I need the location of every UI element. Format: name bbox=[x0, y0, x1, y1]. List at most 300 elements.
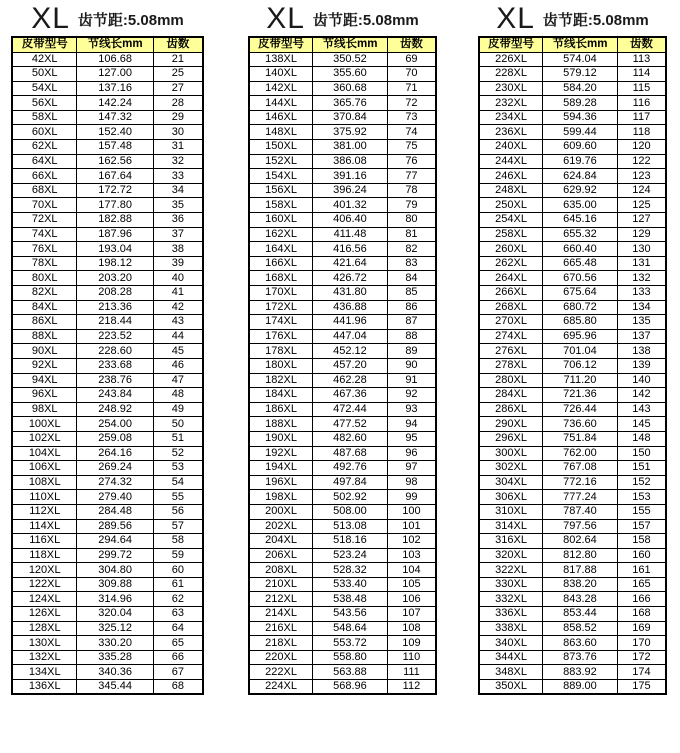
model-cell: 106XL bbox=[12, 461, 77, 476]
model-cell: 158XL bbox=[249, 198, 313, 213]
length-cell: 624.84 bbox=[543, 169, 618, 184]
model-cell: 250XL bbox=[479, 198, 543, 213]
teeth-cell: 169 bbox=[617, 621, 666, 636]
belt-table-block-2 bbox=[248, 2, 437, 695]
length-cell: 157.48 bbox=[77, 140, 153, 155]
pitch-label: 齿节距:5.08mm bbox=[542, 11, 649, 29]
model-cell: 208XL bbox=[249, 563, 313, 578]
teeth-cell: 133 bbox=[617, 286, 666, 301]
teeth-cell: 97 bbox=[387, 461, 436, 476]
length-cell: 538.48 bbox=[313, 592, 388, 607]
length-cell: 355.60 bbox=[313, 67, 388, 82]
teeth-cell: 85 bbox=[387, 286, 436, 301]
table-row bbox=[249, 300, 436, 315]
length-cell: 670.56 bbox=[543, 271, 618, 286]
length-cell: 335.28 bbox=[77, 650, 153, 665]
model-cell: 120XL bbox=[12, 563, 77, 578]
length-cell: 472.44 bbox=[313, 402, 388, 417]
model-cell: 112XL bbox=[12, 504, 77, 519]
table-row bbox=[479, 315, 666, 330]
teeth-cell: 49 bbox=[153, 402, 203, 417]
table-row bbox=[12, 446, 203, 461]
table-row bbox=[249, 154, 436, 169]
teeth-cell: 63 bbox=[153, 607, 203, 622]
model-cell: 232XL bbox=[479, 96, 543, 111]
table-row bbox=[12, 140, 203, 155]
table-row bbox=[479, 373, 666, 388]
table-row bbox=[249, 607, 436, 622]
length-cell: 172.72 bbox=[77, 183, 153, 198]
length-cell: 751.84 bbox=[543, 431, 618, 446]
length-cell: 243.84 bbox=[77, 388, 153, 403]
length-cell: 492.76 bbox=[313, 461, 388, 476]
teeth-cell: 139 bbox=[617, 358, 666, 373]
length-cell: 797.56 bbox=[543, 519, 618, 534]
table-body bbox=[249, 52, 436, 694]
length-cell: 142.24 bbox=[77, 96, 153, 111]
table-row bbox=[249, 315, 436, 330]
table-row bbox=[12, 534, 203, 549]
table-row bbox=[249, 388, 436, 403]
model-cell: 166XL bbox=[249, 256, 313, 271]
length-cell: 213.36 bbox=[77, 300, 153, 315]
model-cell: 332XL bbox=[479, 592, 543, 607]
header-cell-teeth: 齿数 bbox=[153, 37, 203, 52]
table-row bbox=[12, 271, 203, 286]
table-row bbox=[12, 563, 203, 578]
length-cell: 518.16 bbox=[313, 534, 388, 549]
teeth-cell: 31 bbox=[153, 140, 203, 155]
teeth-cell: 103 bbox=[387, 548, 436, 563]
model-cell: 286XL bbox=[479, 402, 543, 417]
teeth-cell: 120 bbox=[617, 140, 666, 155]
table-row bbox=[249, 81, 436, 96]
length-cell: 619.76 bbox=[543, 154, 618, 169]
length-cell: 147.32 bbox=[77, 110, 153, 125]
model-cell: 92XL bbox=[12, 358, 77, 373]
length-cell: 386.08 bbox=[313, 154, 388, 169]
length-cell: 360.68 bbox=[313, 81, 388, 96]
teeth-cell: 70 bbox=[387, 67, 436, 82]
model-cell: 340XL bbox=[479, 636, 543, 651]
table-row bbox=[249, 534, 436, 549]
teeth-cell: 134 bbox=[617, 300, 666, 315]
length-cell: 223.52 bbox=[77, 329, 153, 344]
table-row bbox=[479, 607, 666, 622]
length-cell: 609.60 bbox=[543, 140, 618, 155]
teeth-cell: 165 bbox=[617, 577, 666, 592]
table-row bbox=[479, 636, 666, 651]
teeth-cell: 59 bbox=[153, 548, 203, 563]
table-row bbox=[12, 67, 203, 82]
length-cell: 182.88 bbox=[77, 213, 153, 228]
teeth-cell: 87 bbox=[387, 315, 436, 330]
model-cell: 104XL bbox=[12, 446, 77, 461]
table-row bbox=[12, 213, 203, 228]
table-row bbox=[249, 563, 436, 578]
length-cell: 462.28 bbox=[313, 373, 388, 388]
model-cell: 122XL bbox=[12, 577, 77, 592]
model-cell: 228XL bbox=[479, 67, 543, 82]
teeth-cell: 64 bbox=[153, 621, 203, 636]
model-cell: 246XL bbox=[479, 169, 543, 184]
teeth-cell: 135 bbox=[617, 315, 666, 330]
teeth-cell: 110 bbox=[387, 650, 436, 665]
table-row bbox=[479, 650, 666, 665]
table-row bbox=[12, 358, 203, 373]
table-row bbox=[249, 592, 436, 607]
length-cell: 269.24 bbox=[77, 461, 153, 476]
table-row bbox=[479, 169, 666, 184]
header-cell-model: 皮带型号 bbox=[479, 37, 543, 52]
length-cell: 106.68 bbox=[77, 52, 153, 67]
length-cell: 330.20 bbox=[77, 636, 153, 651]
teeth-cell: 41 bbox=[153, 286, 203, 301]
block-title bbox=[478, 2, 667, 36]
model-cell: 78XL bbox=[12, 256, 77, 271]
table-row bbox=[12, 52, 203, 67]
table-row bbox=[12, 81, 203, 96]
model-cell: 300XL bbox=[479, 446, 543, 461]
table-row bbox=[12, 154, 203, 169]
model-cell: 50XL bbox=[12, 67, 77, 82]
teeth-cell: 142 bbox=[617, 388, 666, 403]
teeth-cell: 100 bbox=[387, 504, 436, 519]
model-cell: 248XL bbox=[479, 183, 543, 198]
table-row bbox=[479, 358, 666, 373]
teeth-cell: 79 bbox=[387, 198, 436, 213]
length-cell: 152.40 bbox=[77, 125, 153, 140]
length-cell: 325.12 bbox=[77, 621, 153, 636]
teeth-cell: 124 bbox=[617, 183, 666, 198]
length-cell: 680.72 bbox=[543, 300, 618, 315]
table-row bbox=[479, 286, 666, 301]
table-row bbox=[479, 563, 666, 578]
model-cell: 268XL bbox=[479, 300, 543, 315]
model-cell: 336XL bbox=[479, 607, 543, 622]
table-row bbox=[12, 621, 203, 636]
model-cell: 150XL bbox=[249, 140, 313, 155]
teeth-cell: 29 bbox=[153, 110, 203, 125]
table-row bbox=[12, 344, 203, 359]
model-cell: 90XL bbox=[12, 344, 77, 359]
length-cell: 187.96 bbox=[77, 227, 153, 242]
model-cell: 186XL bbox=[249, 402, 313, 417]
teeth-cell: 56 bbox=[153, 504, 203, 519]
teeth-cell: 65 bbox=[153, 636, 203, 651]
table-row bbox=[12, 680, 203, 695]
header-row bbox=[12, 37, 203, 52]
table-row bbox=[249, 475, 436, 490]
length-cell: 711.20 bbox=[543, 373, 618, 388]
table-row bbox=[249, 286, 436, 301]
length-cell: 238.76 bbox=[77, 373, 153, 388]
model-cell: 82XL bbox=[12, 286, 77, 301]
length-cell: 863.60 bbox=[543, 636, 618, 651]
teeth-cell: 27 bbox=[153, 81, 203, 96]
length-cell: 635.00 bbox=[543, 198, 618, 213]
table-row bbox=[479, 198, 666, 213]
model-cell: 212XL bbox=[249, 592, 313, 607]
length-cell: 208.28 bbox=[77, 286, 153, 301]
table-row bbox=[249, 125, 436, 140]
teeth-cell: 130 bbox=[617, 242, 666, 257]
table-row bbox=[12, 650, 203, 665]
teeth-cell: 150 bbox=[617, 446, 666, 461]
belt-spec-table bbox=[248, 36, 437, 695]
table-row bbox=[479, 96, 666, 111]
teeth-cell: 104 bbox=[387, 563, 436, 578]
table-row bbox=[249, 271, 436, 286]
table-row bbox=[479, 213, 666, 228]
length-cell: 736.60 bbox=[543, 417, 618, 432]
teeth-cell: 83 bbox=[387, 256, 436, 271]
length-cell: 579.12 bbox=[543, 67, 618, 82]
model-cell: 130XL bbox=[12, 636, 77, 651]
length-cell: 548.64 bbox=[313, 621, 388, 636]
teeth-cell: 155 bbox=[617, 504, 666, 519]
table-row bbox=[12, 169, 203, 184]
teeth-cell: 67 bbox=[153, 665, 203, 680]
model-cell: 220XL bbox=[249, 650, 313, 665]
teeth-cell: 90 bbox=[387, 358, 436, 373]
teeth-cell: 131 bbox=[617, 256, 666, 271]
model-cell: 296XL bbox=[479, 431, 543, 446]
teeth-cell: 172 bbox=[617, 650, 666, 665]
model-cell: 62XL bbox=[12, 140, 77, 155]
model-cell: 146XL bbox=[249, 110, 313, 125]
teeth-cell: 37 bbox=[153, 227, 203, 242]
table-row bbox=[12, 256, 203, 271]
table-row bbox=[12, 402, 203, 417]
length-cell: 309.88 bbox=[77, 577, 153, 592]
table-row bbox=[249, 169, 436, 184]
model-cell: 124XL bbox=[12, 592, 77, 607]
table-row bbox=[249, 490, 436, 505]
model-cell: 42XL bbox=[12, 52, 77, 67]
teeth-cell: 145 bbox=[617, 417, 666, 432]
teeth-cell: 95 bbox=[387, 431, 436, 446]
length-cell: 345.44 bbox=[77, 680, 153, 695]
length-cell: 599.44 bbox=[543, 125, 618, 140]
length-cell: 299.72 bbox=[77, 548, 153, 563]
model-cell: 236XL bbox=[479, 125, 543, 140]
teeth-cell: 117 bbox=[617, 110, 666, 125]
length-cell: 502.92 bbox=[313, 490, 388, 505]
teeth-cell: 78 bbox=[387, 183, 436, 198]
length-cell: 568.96 bbox=[313, 680, 388, 695]
table-row bbox=[12, 519, 203, 534]
table-row bbox=[249, 680, 436, 695]
table-row bbox=[479, 490, 666, 505]
table-row bbox=[479, 344, 666, 359]
series-name-label: XL bbox=[496, 2, 535, 35]
length-cell: 203.20 bbox=[77, 271, 153, 286]
model-cell: 314XL bbox=[479, 519, 543, 534]
length-cell: 426.72 bbox=[313, 271, 388, 286]
block-title bbox=[248, 2, 437, 36]
length-cell: 431.80 bbox=[313, 286, 388, 301]
table-row bbox=[479, 300, 666, 315]
length-cell: 873.76 bbox=[543, 650, 618, 665]
model-cell: 152XL bbox=[249, 154, 313, 169]
teeth-cell: 106 bbox=[387, 592, 436, 607]
teeth-cell: 30 bbox=[153, 125, 203, 140]
model-cell: 216XL bbox=[249, 621, 313, 636]
teeth-cell: 157 bbox=[617, 519, 666, 534]
teeth-cell: 88 bbox=[387, 329, 436, 344]
model-cell: 132XL bbox=[12, 650, 77, 665]
table-row bbox=[479, 271, 666, 286]
length-cell: 695.96 bbox=[543, 329, 618, 344]
teeth-cell: 170 bbox=[617, 636, 666, 651]
table-row bbox=[249, 461, 436, 476]
teeth-cell: 153 bbox=[617, 490, 666, 505]
model-cell: 176XL bbox=[249, 329, 313, 344]
teeth-cell: 107 bbox=[387, 607, 436, 622]
table-row bbox=[479, 52, 666, 67]
teeth-cell: 76 bbox=[387, 154, 436, 169]
teeth-cell: 96 bbox=[387, 446, 436, 461]
model-cell: 214XL bbox=[249, 607, 313, 622]
length-cell: 762.00 bbox=[543, 446, 618, 461]
model-cell: 276XL bbox=[479, 344, 543, 359]
model-cell: 304XL bbox=[479, 475, 543, 490]
teeth-cell: 36 bbox=[153, 213, 203, 228]
table-row bbox=[479, 154, 666, 169]
model-cell: 320XL bbox=[479, 548, 543, 563]
table-row bbox=[249, 650, 436, 665]
model-cell: 210XL bbox=[249, 577, 313, 592]
length-cell: 127.00 bbox=[77, 67, 153, 82]
length-cell: 289.56 bbox=[77, 519, 153, 534]
header-cell-model: 皮带型号 bbox=[249, 37, 313, 52]
table-row bbox=[249, 417, 436, 432]
teeth-cell: 62 bbox=[153, 592, 203, 607]
table-row bbox=[479, 256, 666, 271]
table-row bbox=[12, 388, 203, 403]
table-row bbox=[12, 475, 203, 490]
length-cell: 320.04 bbox=[77, 607, 153, 622]
teeth-cell: 77 bbox=[387, 169, 436, 184]
teeth-cell: 160 bbox=[617, 548, 666, 563]
teeth-cell: 127 bbox=[617, 213, 666, 228]
teeth-cell: 38 bbox=[153, 242, 203, 257]
length-cell: 441.96 bbox=[313, 315, 388, 330]
teeth-cell: 53 bbox=[153, 461, 203, 476]
teeth-cell: 118 bbox=[617, 125, 666, 140]
teeth-cell: 34 bbox=[153, 183, 203, 198]
length-cell: 706.12 bbox=[543, 358, 618, 373]
table-row bbox=[479, 417, 666, 432]
length-cell: 167.64 bbox=[77, 169, 153, 184]
table-row bbox=[479, 431, 666, 446]
teeth-cell: 109 bbox=[387, 636, 436, 651]
model-cell: 206XL bbox=[249, 548, 313, 563]
table-row bbox=[12, 548, 203, 563]
table-row bbox=[479, 183, 666, 198]
table-row bbox=[12, 417, 203, 432]
teeth-cell: 112 bbox=[387, 680, 436, 695]
model-cell: 58XL bbox=[12, 110, 77, 125]
block-title bbox=[11, 2, 204, 36]
table-row bbox=[479, 242, 666, 257]
model-cell: 182XL bbox=[249, 373, 313, 388]
length-cell: 228.60 bbox=[77, 344, 153, 359]
length-cell: 858.52 bbox=[543, 621, 618, 636]
model-cell: 168XL bbox=[249, 271, 313, 286]
teeth-cell: 47 bbox=[153, 373, 203, 388]
length-cell: 812.80 bbox=[543, 548, 618, 563]
table-row bbox=[479, 329, 666, 344]
header-cell-teeth: 齿数 bbox=[387, 37, 436, 52]
table-row bbox=[249, 358, 436, 373]
length-cell: 233.68 bbox=[77, 358, 153, 373]
length-cell: 381.00 bbox=[313, 140, 388, 155]
length-cell: 574.04 bbox=[543, 52, 618, 67]
teeth-cell: 94 bbox=[387, 417, 436, 432]
length-cell: 589.28 bbox=[543, 96, 618, 111]
header-cell-teeth: 齿数 bbox=[617, 37, 666, 52]
teeth-cell: 61 bbox=[153, 577, 203, 592]
table-row bbox=[249, 402, 436, 417]
table-row bbox=[12, 329, 203, 344]
model-cell: 172XL bbox=[249, 300, 313, 315]
length-cell: 198.12 bbox=[77, 256, 153, 271]
model-cell: 84XL bbox=[12, 300, 77, 315]
length-cell: 497.84 bbox=[313, 475, 388, 490]
teeth-cell: 111 bbox=[387, 665, 436, 680]
length-cell: 284.48 bbox=[77, 504, 153, 519]
model-cell: 160XL bbox=[249, 213, 313, 228]
model-cell: 184XL bbox=[249, 388, 313, 403]
header-cell-length: 节线长mm bbox=[77, 37, 153, 52]
model-cell: 330XL bbox=[479, 577, 543, 592]
table-row bbox=[249, 665, 436, 680]
model-cell: 170XL bbox=[249, 286, 313, 301]
model-cell: 88XL bbox=[12, 329, 77, 344]
header-cell-length: 节线长mm bbox=[543, 37, 618, 52]
model-cell: 234XL bbox=[479, 110, 543, 125]
teeth-cell: 98 bbox=[387, 475, 436, 490]
table-row bbox=[479, 446, 666, 461]
model-cell: 154XL bbox=[249, 169, 313, 184]
table-row bbox=[12, 286, 203, 301]
teeth-cell: 40 bbox=[153, 271, 203, 286]
teeth-cell: 86 bbox=[387, 300, 436, 315]
teeth-cell: 42 bbox=[153, 300, 203, 315]
length-cell: 452.12 bbox=[313, 344, 388, 359]
teeth-cell: 137 bbox=[617, 329, 666, 344]
teeth-cell: 75 bbox=[387, 140, 436, 155]
pitch-label: 齿节距:5.08mm bbox=[312, 11, 419, 29]
model-cell: 230XL bbox=[479, 81, 543, 96]
teeth-cell: 82 bbox=[387, 242, 436, 257]
table-row bbox=[249, 52, 436, 67]
length-cell: 447.04 bbox=[313, 329, 388, 344]
length-cell: 533.40 bbox=[313, 577, 388, 592]
model-cell: 316XL bbox=[479, 534, 543, 549]
model-cell: 262XL bbox=[479, 256, 543, 271]
teeth-cell: 21 bbox=[153, 52, 203, 67]
table-row bbox=[12, 300, 203, 315]
model-cell: 344XL bbox=[479, 650, 543, 665]
table-row bbox=[249, 446, 436, 461]
model-cell: 102XL bbox=[12, 431, 77, 446]
teeth-cell: 116 bbox=[617, 96, 666, 111]
length-cell: 487.68 bbox=[313, 446, 388, 461]
model-cell: 284XL bbox=[479, 388, 543, 403]
